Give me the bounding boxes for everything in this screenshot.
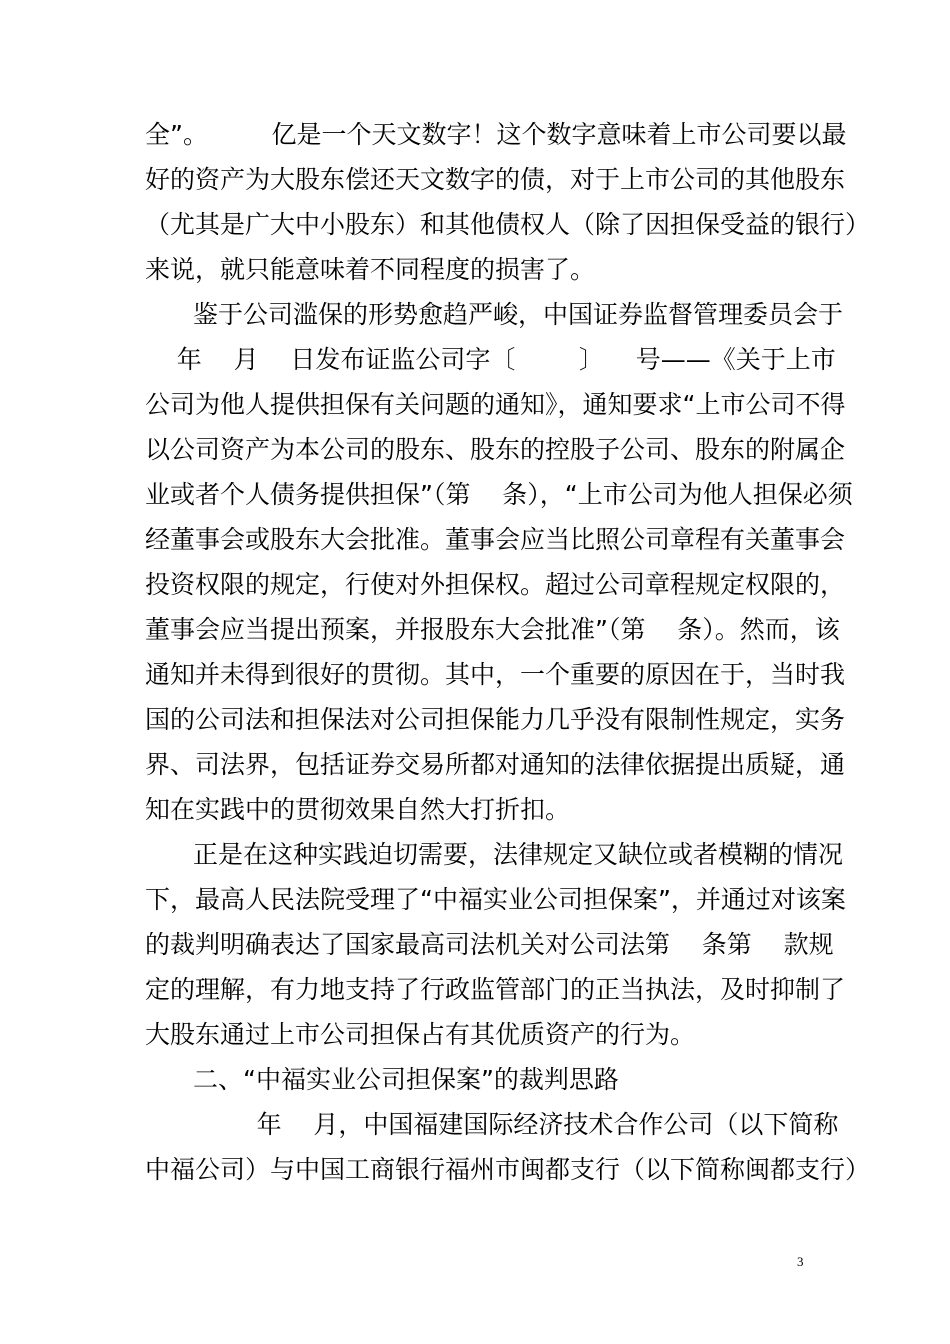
text-line: 业或者个人债务提供担保”（第 条），“上市公司为他人担保必须 bbox=[145, 480, 853, 509]
text-line: 定的理解，有力地支持了行政监管部门的正当执法，及时抑制了 bbox=[145, 975, 846, 1004]
text-line: 全”。 亿是一个天文数字！这个数字意味着上市公司要以最 bbox=[145, 120, 847, 149]
text-line: 来说，就只能意味着不同程度的损害了。 bbox=[145, 255, 596, 284]
text-line: 中福公司）与中国工商银行福州市闽都支行（以下简称闽都支行） bbox=[145, 1155, 871, 1184]
text-line: 公司为他人提供担保有关问题的通知》，通知要求“上市公司不得 bbox=[145, 390, 846, 419]
page-number: 3 bbox=[797, 1254, 804, 1269]
text-line: 经董事会或股东大会批准。董事会应当比照公司章程有关董事会 bbox=[145, 525, 846, 554]
text-line: 鉴于公司滥保的形势愈趋严峻，中国证券监督管理委员会于 bbox=[193, 300, 844, 329]
text-line: 董事会应当提出预案，并报股东大会批准”（第 条）。然而，该 bbox=[145, 615, 840, 644]
text-line: 的裁判明确表达了国家最高司法机关对公司法第 条第 款规 bbox=[145, 930, 834, 959]
text-line: 通知并未得到很好的贯彻。其中，一个重要的原因在于，当时我 bbox=[145, 660, 846, 689]
text-line: 大股东通过上市公司担保占有其优质资产的行为。 bbox=[145, 1020, 696, 1049]
text-line: 下，最高人民法院受理了“中福实业公司担保案”，并通过对该案 bbox=[145, 885, 846, 914]
section-heading: 二、“中福实业公司担保案”的裁判思路 bbox=[193, 1065, 619, 1094]
text-line: 以公司资产为本公司的股东、股东的控股子公司、股东的附属企 bbox=[145, 435, 846, 464]
text-line: 界、司法界，包括证券交易所都对通知的法律依据提出质疑，通 bbox=[145, 750, 846, 779]
text-line: 好的资产为大股东偿还天文数字的债，对于上市公司的其他股东 bbox=[145, 165, 846, 194]
text-line: 年 月 日发布证监公司字〔 〕 号——《关于上市 bbox=[145, 345, 836, 374]
text-line: （尤其是广大中小股东）和其他债权人（除了因担保受益的银行） bbox=[145, 210, 871, 239]
text-line: 正是在这种实践迫切需要，法律规定又缺位或者模糊的情况 bbox=[193, 840, 844, 869]
text-line: 国的公司法和担保法对公司担保能力几乎没有限制性规定，实务 bbox=[145, 705, 846, 734]
text-line: 投资权限的规定，行使对外担保权。超过公司章程规定权限的， bbox=[145, 570, 846, 599]
text-line: 知在实践中的贯彻效果自然大打折扣。 bbox=[145, 795, 571, 824]
text-line: 年 月，中国福建国际经济技术合作公司（以下简称 bbox=[193, 1110, 839, 1139]
